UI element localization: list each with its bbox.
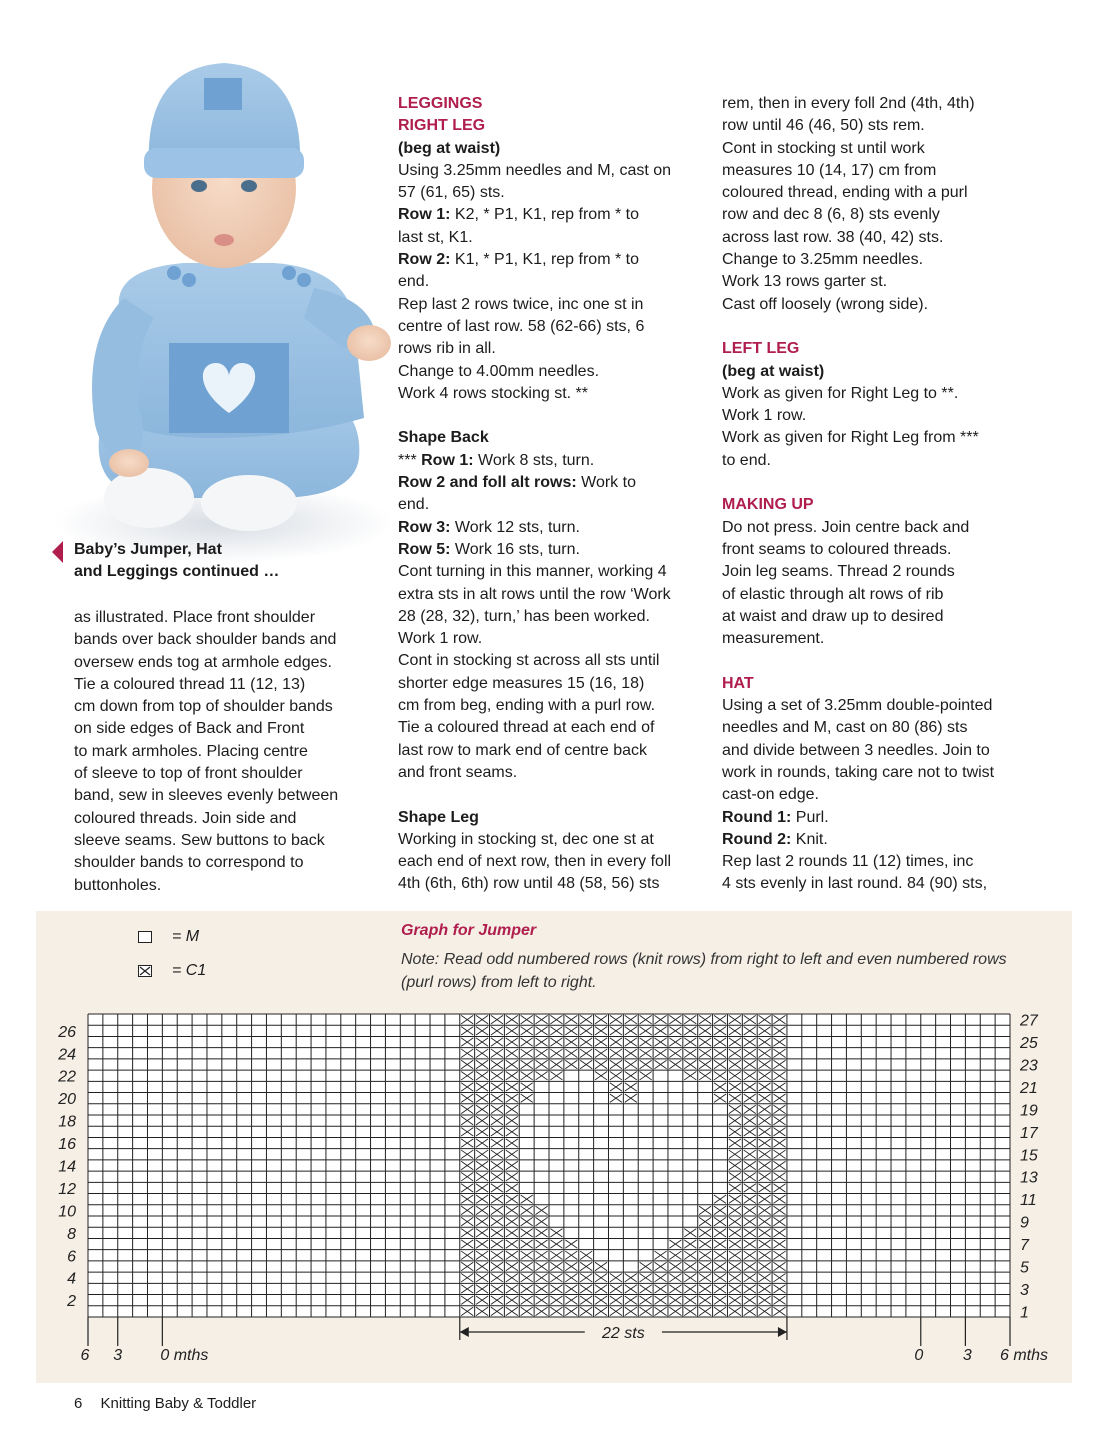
size-label-right: 6 mths <box>1000 1347 1049 1364</box>
row-label-left: 20 <box>58 1091 76 1109</box>
size-label-left: 3 <box>113 1347 123 1364</box>
heading-shape-leg: Shape Leg <box>398 808 479 826</box>
row-label-right: 5 <box>1020 1259 1029 1277</box>
page-number: 6 <box>74 1395 83 1412</box>
right-leg-row-1: Row 1: K2, * P1, K1, rep from * to last st, K1. <box>398 206 639 246</box>
row-label-right: 11 <box>1020 1192 1037 1210</box>
row-label-left: 24 <box>58 1046 76 1064</box>
heading-making-up: MAKING UP <box>722 496 814 514</box>
row-label-right: 9 <box>1020 1214 1029 1232</box>
right-leg-cast-on: Using 3.25mm needles and M, cast on 57 (61, 65) sts. <box>398 161 672 202</box>
hat-cast-on: Using a set of 3.25mm double-pointed needles and M, cast on 80 (86) sts and divide between 3 needles. Join to work in rounds, taking care not to twist cast-on edge. <box>722 697 995 804</box>
size-label-right: 3 <box>962 1347 972 1364</box>
row-label-left: 26 <box>58 1023 76 1041</box>
row-label-right: 3 <box>1020 1281 1029 1299</box>
heading-shape-back: Shape Back <box>398 429 489 447</box>
graph-note: Note: Read odd numbered rows (knit rows) from right to left and even numbered rows (purl rows) from left to right. <box>401 951 1007 991</box>
caption-line-1: Baby’s Jumper, Hat <box>74 541 222 558</box>
heading-right-leg: RIGHT LEG <box>398 117 486 135</box>
book-title: Knitting Baby & Toddler <box>100 1395 257 1412</box>
row-label-left: 6 <box>67 1248 76 1266</box>
row-label-left: 16 <box>58 1136 76 1154</box>
row-label-right: 27 <box>1020 1012 1038 1030</box>
legend-main-colour: = M <box>138 928 199 946</box>
caption-line-2: and Leggings continued … <box>74 563 280 581</box>
sleeve-finishing-text: as illustrated. Place front shoulder bands over back shoulder bands and oversew ends tog at armhole edges. Tie a coloured thread 11 (12, 13) cm down from top of shoulder bands on side edges of Back and Front to mark armholes. Placing centre of sleeve to top of front shoulder band, sew in sleeves evenly between coloured threads. Join side and sleeve seams. Sew buttons to back shoulder bands to correspond to buttonholes. <box>74 609 339 894</box>
making-up-text: Do not press. Join centre back and front seams to coloured threads. Join leg seams. Thread 2 rounds of elastic through alt rows of rib at waist and draw up to desired measurement. <box>722 518 970 648</box>
row-label-right: 1 <box>1020 1304 1029 1322</box>
shape-leg-continued: rem, then in every foll 2nd (4th, 4th) row until 46 (46, 50) sts rem. Cont in stocking st until work measures 10 (14, 17) cm from coloured thread, ending with a purl row and dec 8 (6, 8) sts evenly across last row. 38 (40, 42) sts. Change to 3.25mm needles. Work 13 rows garter st. Cast off loosely (wrong side). <box>722 95 975 313</box>
row-label-right: 17 <box>1020 1124 1038 1142</box>
size-label-left: 0 mths <box>160 1347 209 1364</box>
shape-back-continue: Cont turning in this manner, working 4 extra sts in alt rows until the row ‘Work 28 (28, 32), turn,’ has been worked. Work 1 row. Cont in stocking st across all sts until shorter edge measures 15 (16, 18) cm from beg, ending with a purl row. Tie a coloured thread at each end of last row to mark end of centre back and front seams. <box>398 563 671 781</box>
hat-round-2: Round 2: Knit. <box>722 830 828 848</box>
left-leg-subheading: (beg at waist) <box>722 362 825 380</box>
row-label-left: 14 <box>58 1158 76 1176</box>
size-label-left: 6 <box>80 1347 90 1364</box>
graph-title: Graph for Jumper <box>401 922 537 939</box>
hat-round-1: Round 1: Purl. <box>722 808 829 826</box>
row-label-right: 13 <box>1020 1169 1038 1187</box>
row-label-left: 12 <box>58 1180 76 1198</box>
row-label-right: 15 <box>1020 1147 1038 1165</box>
shape-back-row-3: Row 3: Work 12 sts, turn. <box>398 518 580 536</box>
motif-width-label: 22 sts <box>602 1325 645 1342</box>
row-label-right: 25 <box>1020 1035 1038 1053</box>
legend-contrast-colour: = C1 <box>138 962 206 980</box>
row-label-left: 10 <box>58 1203 76 1221</box>
left-leg-text: Work as given for Right Leg to **. Work 1 row. Work as given for Right Leg from *** to end. <box>722 384 979 469</box>
row-label-left: 2 <box>67 1293 76 1311</box>
right-leg-rib-text: Rep last 2 rows twice, inc one st in centre of last row. 58 (62-66) sts, 6 rows rib in all. Change to 4.00mm needles. Work 4 rows stocking st. ** <box>398 295 645 402</box>
row-label-left: 8 <box>67 1225 76 1243</box>
row-label-left: 18 <box>58 1113 76 1131</box>
hat-repeat: Rep last 2 rounds 11 (12) times, inc 4 sts evenly in last round. 84 (90) sts, <box>722 853 988 893</box>
row-label-left: 4 <box>67 1270 76 1288</box>
heading-leggings: LEGGINGS <box>398 95 483 112</box>
arrow-right-icon <box>778 1327 787 1337</box>
heading-left-leg: LEFT LEG <box>722 340 800 358</box>
shape-back-row-1: *** Row 1: Work 8 sts, turn. <box>398 451 595 469</box>
row-label-right: 19 <box>1020 1102 1038 1120</box>
shape-back-row-2: Row 2 and foll alt rows: Work to end. <box>398 474 636 514</box>
row-label-right: 21 <box>1020 1079 1038 1097</box>
arrow-left-icon <box>460 1327 469 1337</box>
row-label-right: 7 <box>1020 1237 1029 1255</box>
page-footer <box>74 1395 270 1412</box>
shape-leg-text: Working in stocking st, dec one st at each end of next row, then in every foll 4th (6th, 6th) row until 48 (58, 56) sts <box>398 830 672 893</box>
shape-back-row-5: Row 5: Work 16 sts, turn. <box>398 540 580 558</box>
row-label-right: 23 <box>1020 1057 1038 1075</box>
size-label-right: 0 <box>914 1347 924 1364</box>
right-leg-subheading: (beg at waist) <box>398 139 501 157</box>
right-leg-row-2: Row 2: K1, * P1, K1, rep from * to end. <box>398 251 639 291</box>
heading-hat: HAT <box>722 674 754 692</box>
row-label-left: 22 <box>58 1068 76 1086</box>
